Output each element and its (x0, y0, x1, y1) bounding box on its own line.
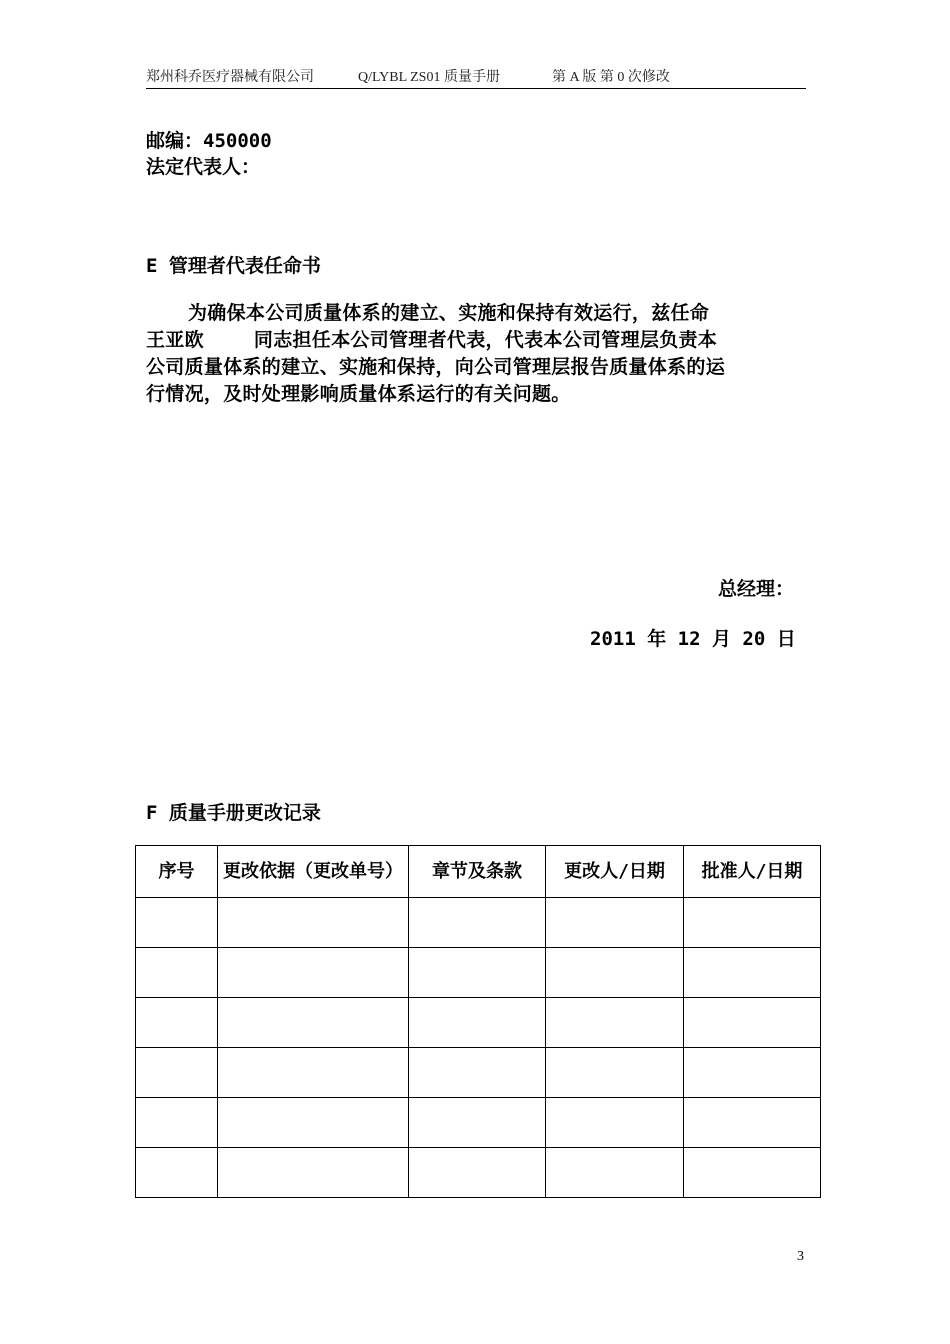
column-header: 批准人/日期 (684, 846, 821, 898)
paragraph-line-2-rest: 同志担任本公司管理者代表，代表本公司管理层负责本 (253, 329, 718, 351)
table-cell (546, 948, 684, 998)
table-cell (136, 1048, 218, 1098)
table-cell (409, 1048, 546, 1098)
table-row (136, 898, 821, 948)
table-cell (218, 898, 409, 948)
table-cell (218, 1148, 409, 1198)
table-cell (546, 898, 684, 948)
table-cell (409, 948, 546, 998)
paragraph-line-2 (146, 327, 808, 354)
table-header-row (136, 846, 821, 898)
header-company: 郑州科乔医疗器械有限公司 (146, 70, 314, 85)
paragraph-line-3: 公司质量体系的建立、实施和保持，向公司管理层报告质量体系的运 (146, 356, 726, 378)
table-cell (218, 998, 409, 1048)
table-row (136, 1098, 821, 1148)
page-header (146, 66, 806, 89)
table-cell (546, 998, 684, 1048)
table-cell (684, 998, 821, 1048)
column-header: 更改依据（更改单号） (218, 846, 409, 898)
table-cell (684, 1048, 821, 1098)
table-cell (684, 948, 821, 998)
table-row (136, 1048, 821, 1098)
header-version: 第 A 版 第 0 次修改 (552, 70, 670, 85)
paragraph-line-4: 行情况，及时处理影响质量体系运行的有关问题。 (146, 383, 571, 405)
table-cell (136, 898, 218, 948)
table-row (136, 998, 821, 1048)
table-cell (409, 1148, 546, 1198)
general-manager-label: 总经理： (718, 578, 795, 600)
section-e-title: E 管理者代表任命书 (146, 255, 321, 277)
paragraph-line-1: 为确保本公司质量体系的建立、实施和保持有效运行，兹任命 (188, 302, 710, 324)
appointee-name: 王亚欧 (146, 329, 204, 351)
table-cell (546, 1098, 684, 1148)
appointment-paragraph (146, 300, 808, 408)
table-cell (136, 948, 218, 998)
page-number: 3 (797, 1249, 804, 1264)
table-cell (218, 1048, 409, 1098)
table-row (136, 948, 821, 998)
table-cell (218, 1098, 409, 1148)
postcode: 邮编：450000 (146, 130, 272, 152)
table-cell (409, 898, 546, 948)
column-header: 序号 (136, 846, 218, 898)
table-cell (218, 948, 409, 998)
column-header: 更改人/日期 (546, 846, 684, 898)
revision-record-table (135, 845, 821, 1198)
table-cell (684, 1098, 821, 1148)
table-cell (684, 898, 821, 948)
table-cell (136, 1148, 218, 1198)
signature-date: 2011 年 12 月 20 日 (590, 628, 796, 650)
table-cell (409, 1098, 546, 1148)
table-cell (136, 1098, 218, 1148)
table-cell (684, 1148, 821, 1198)
section-f-title: F 质量手册更改记录 (146, 802, 321, 824)
table-cell (546, 1048, 684, 1098)
table-cell (546, 1148, 684, 1198)
table-row (136, 1148, 821, 1198)
table-cell (409, 998, 546, 1048)
table-cell (136, 998, 218, 1048)
header-doc-code: Q/LYBL ZS01 质量手册 (358, 70, 500, 85)
legal-representative: 法定代表人： (146, 156, 261, 178)
column-header: 章节及条款 (409, 846, 546, 898)
